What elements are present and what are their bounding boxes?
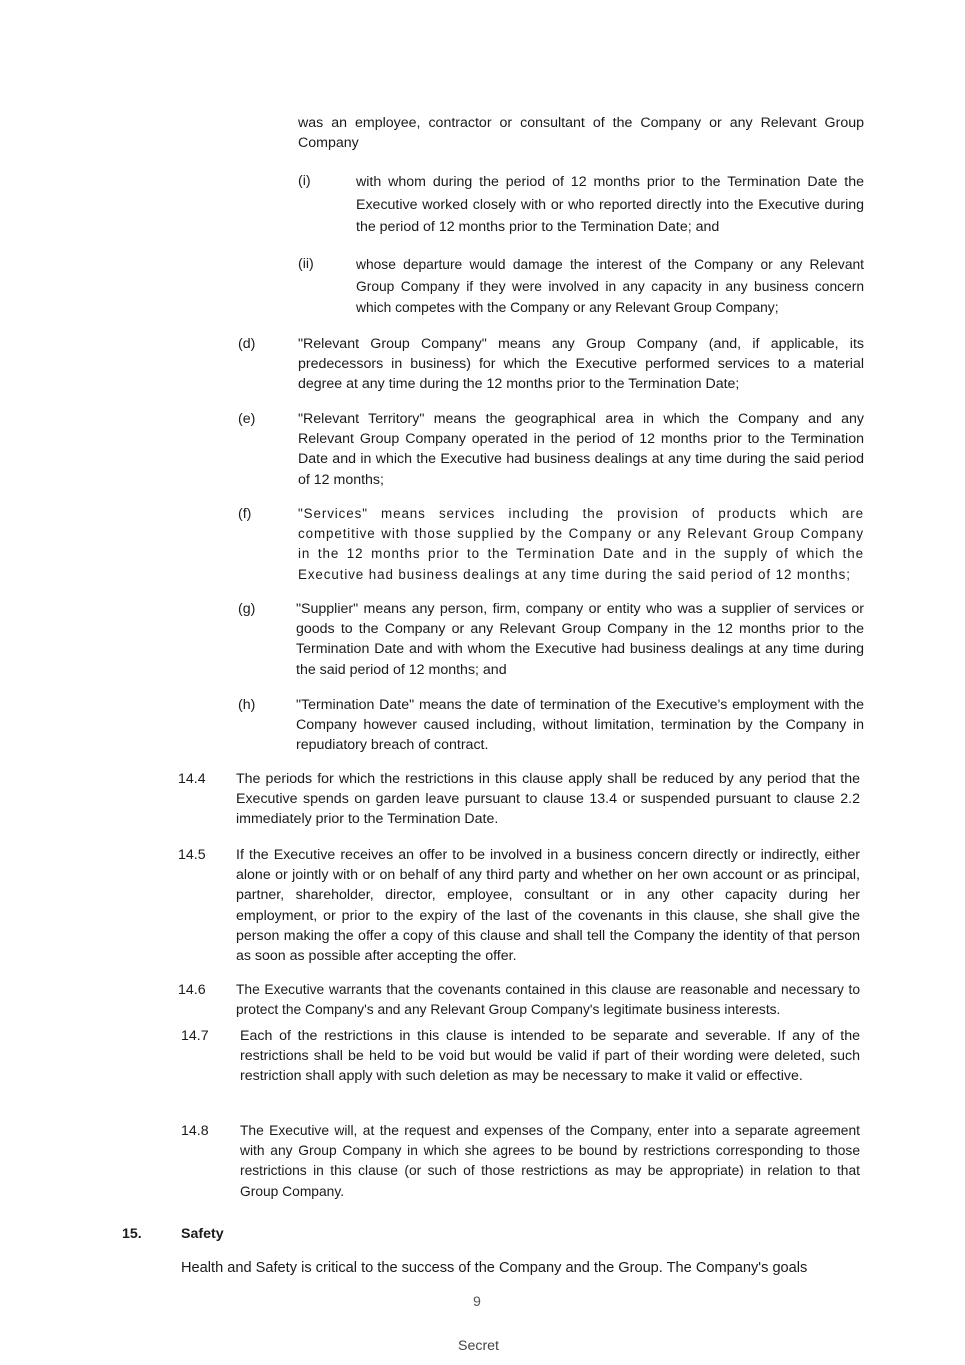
section-number: 15. xyxy=(122,1226,142,1242)
clause-number: 14.7 xyxy=(181,1028,209,1044)
clause-text: Each of the restrictions in this clause is intended to be separate and severable. If any of the restrictions shall be held to be void but would be valid if part of their wording were deleted, such restriction shall apply with such deletion as may be necessary to make it valid or effective. xyxy=(240,1028,860,1085)
sub-item-text: whose departure would damage the interest of the Company or any Relevant Group Company if they were involved in any capacity in any business concern which competes with the Company or any Relevant Group Company; xyxy=(356,257,864,315)
definition-text: "Supplier" means any person, firm, company or entity who was a supplier of services or goods to the Company or any Relevant Group Company in the 12 months prior to the Termination Date and with whom the Executive had business dealings at any time during the said period of 12 months; and xyxy=(296,601,864,678)
classification-footer: Secret xyxy=(458,1338,500,1354)
definition-label: (g) xyxy=(238,601,256,617)
definition-text: "Termination Date" means the date of termination of the Executive's employment with the Company however caused including, without limitation, termination by the Company in repudiatory breach of contract. xyxy=(296,697,864,754)
definition-label: (f) xyxy=(238,506,252,522)
sub-item-text: with whom during the period of 12 months prior to the Termination Date the Executive worked closely with or who reported directly into the Executive during the period of 12 months prior to the Termination Date; and xyxy=(356,174,864,235)
definition-label: (e) xyxy=(238,411,256,427)
clause-text: The Executive warrants that the covenants contained in this clause are reasonable and necessary to protect the Company's and any Relevant Group Company's legitimate business interests. xyxy=(236,982,860,1018)
definition-text: "Relevant Territory" means the geographical area in which the Company and any Relevant Group Company operated in the period of 12 months prior to the Termination Date and in which the Executive had business dealings at any time during the said period of 12 months; xyxy=(298,411,864,488)
safety-paragraph: Health and Safety is critical to the success of the Company and the Group. The Company's goals xyxy=(181,1260,808,1276)
definition-text: "Services" means services including the provision of products which are competitive with those supplied by the Company or any Relevant Group Company in the 12 months prior to the Termination Date and in the supply of which the Executive had business dealings at any time during the said period of 12 months; xyxy=(298,506,864,582)
clause-text: The periods for which the restrictions in this clause apply shall be reduced by any period that the Executive spends on garden leave pursuant to clause 13.4 or suspended pursuant to clause 2.2 immediately prior to the Termination Date. xyxy=(236,771,860,828)
sub-item-label: (i) xyxy=(298,173,311,189)
clause-number: 14.4 xyxy=(178,771,206,787)
section-title: Safety xyxy=(181,1226,224,1242)
definition-label: (h) xyxy=(238,697,256,713)
definition-label: (d) xyxy=(238,336,256,352)
clause-number: 14.6 xyxy=(178,982,206,998)
page-number: 9 xyxy=(473,1294,481,1310)
clause-text: The Executive will, at the request and expenses of the Company, enter into a separate agreement with any Group Company in which she agrees to be bound by restrictions corresponding to those restrictions in this clause (or such of those restrictions as may be appropriate) in relation to that Group Company. xyxy=(240,1123,860,1199)
intro-paragraph: was an employee, contractor or consultant of the Company or any Relevant Group Company xyxy=(298,115,864,152)
sub-item-label: (ii) xyxy=(298,256,314,272)
definition-text: "Relevant Group Company" means any Group Company (and, if applicable, its predecessors in business) for which the Executive performed services to a material degree at any time during the 12 months prior to the Termination Date; xyxy=(298,336,864,393)
clause-number: 14.5 xyxy=(178,847,206,863)
clause-number: 14.8 xyxy=(181,1123,209,1139)
clause-text: If the Executive receives an offer to be involved in a business concern directly or indirectly, either alone or jointly with or on behalf of any third party and whether on her own account or as principal, partner, shareholder, director, employee, consultant or in any other capacity during her employment, or prior to the expiry of the last of the covenants in this clause, she shall give the person making the offer a copy of this clause and shall tell the Company the identity of that person as soon as possible after accepting the offer. xyxy=(236,847,860,965)
